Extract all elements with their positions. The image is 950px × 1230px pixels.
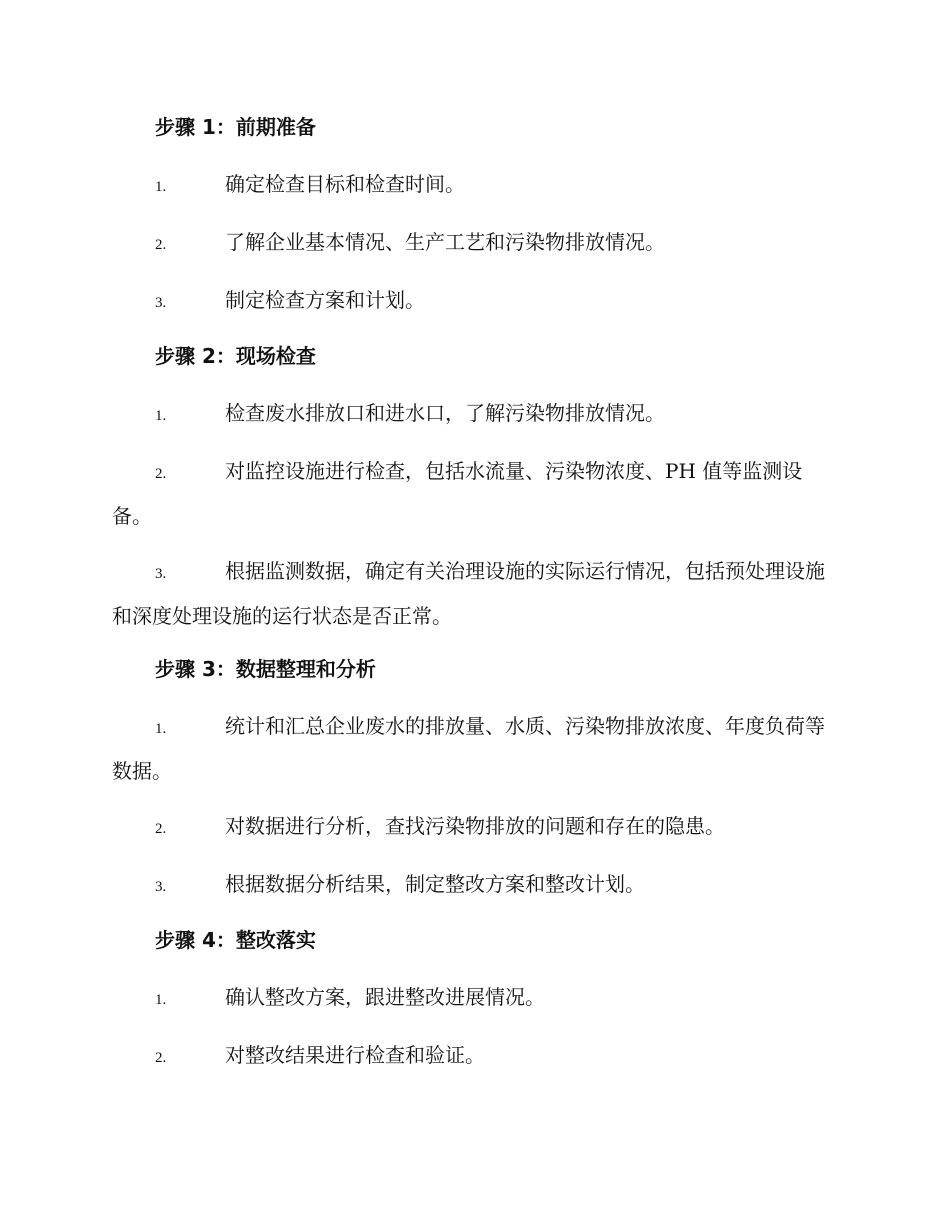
list-number: 3. — [155, 295, 167, 311]
list-number: 1. — [155, 992, 167, 1008]
list-number: 3. — [155, 566, 167, 582]
list-text: 对数据进行分析，查找污染物排放的问题和存在的隐患。 — [225, 814, 725, 838]
list-text: 统计和汇总企业废水的排放量、水质、污染物排放浓度、年度负荷等数据。 — [112, 714, 825, 783]
list-item — [112, 976, 834, 1021]
list-text: 检查废水排放口和进水口，了解污染物排放情况。 — [225, 401, 665, 425]
list-text: 根据数据分析结果，制定整改方案和整改计划。 — [225, 872, 645, 896]
list-number: 1. — [155, 408, 167, 424]
list-item — [112, 863, 834, 908]
list-text: 确定检查目标和检查时间。 — [225, 172, 465, 196]
list-text: 对监控设施进行检查，包括水流量、污染物浓度、PH 值等监测设备。 — [112, 459, 803, 528]
list-text: 根据监测数据，确定有关治理设施的实际运行情况，包括预处理设施和深度处理设施的运行状态是否正常。 — [112, 559, 825, 628]
section-heading: 步骤 4：整改落实 — [155, 928, 316, 952]
list-item — [112, 1034, 834, 1079]
list-item — [112, 392, 834, 437]
list-item — [112, 221, 834, 266]
list-item — [112, 450, 834, 537]
list-item — [112, 705, 834, 792]
list-number: 3. — [155, 879, 167, 895]
list-item — [112, 279, 834, 324]
list-item — [112, 163, 834, 208]
list-item — [112, 805, 834, 850]
list-number: 1. — [155, 179, 167, 195]
list-text: 制定检查方案和计划。 — [225, 288, 425, 312]
list-item — [112, 550, 834, 637]
list-text: 确认整改方案，跟进整改进展情况。 — [225, 985, 545, 1009]
list-number: 2. — [155, 466, 167, 482]
list-number: 2. — [155, 1050, 167, 1066]
section-heading: 步骤 3：数据整理和分析 — [155, 657, 376, 681]
list-text: 对整改结果进行检查和验证。 — [225, 1043, 485, 1067]
section-heading: 步骤 1：前期准备 — [155, 115, 316, 139]
document-content — [112, 108, 834, 1092]
list-number: 2. — [155, 821, 167, 837]
section-heading: 步骤 2：现场检查 — [155, 344, 316, 368]
list-text: 了解企业基本情况、生产工艺和污染物排放情况。 — [225, 230, 665, 254]
list-number: 2. — [155, 237, 167, 253]
list-number: 1. — [155, 721, 167, 737]
